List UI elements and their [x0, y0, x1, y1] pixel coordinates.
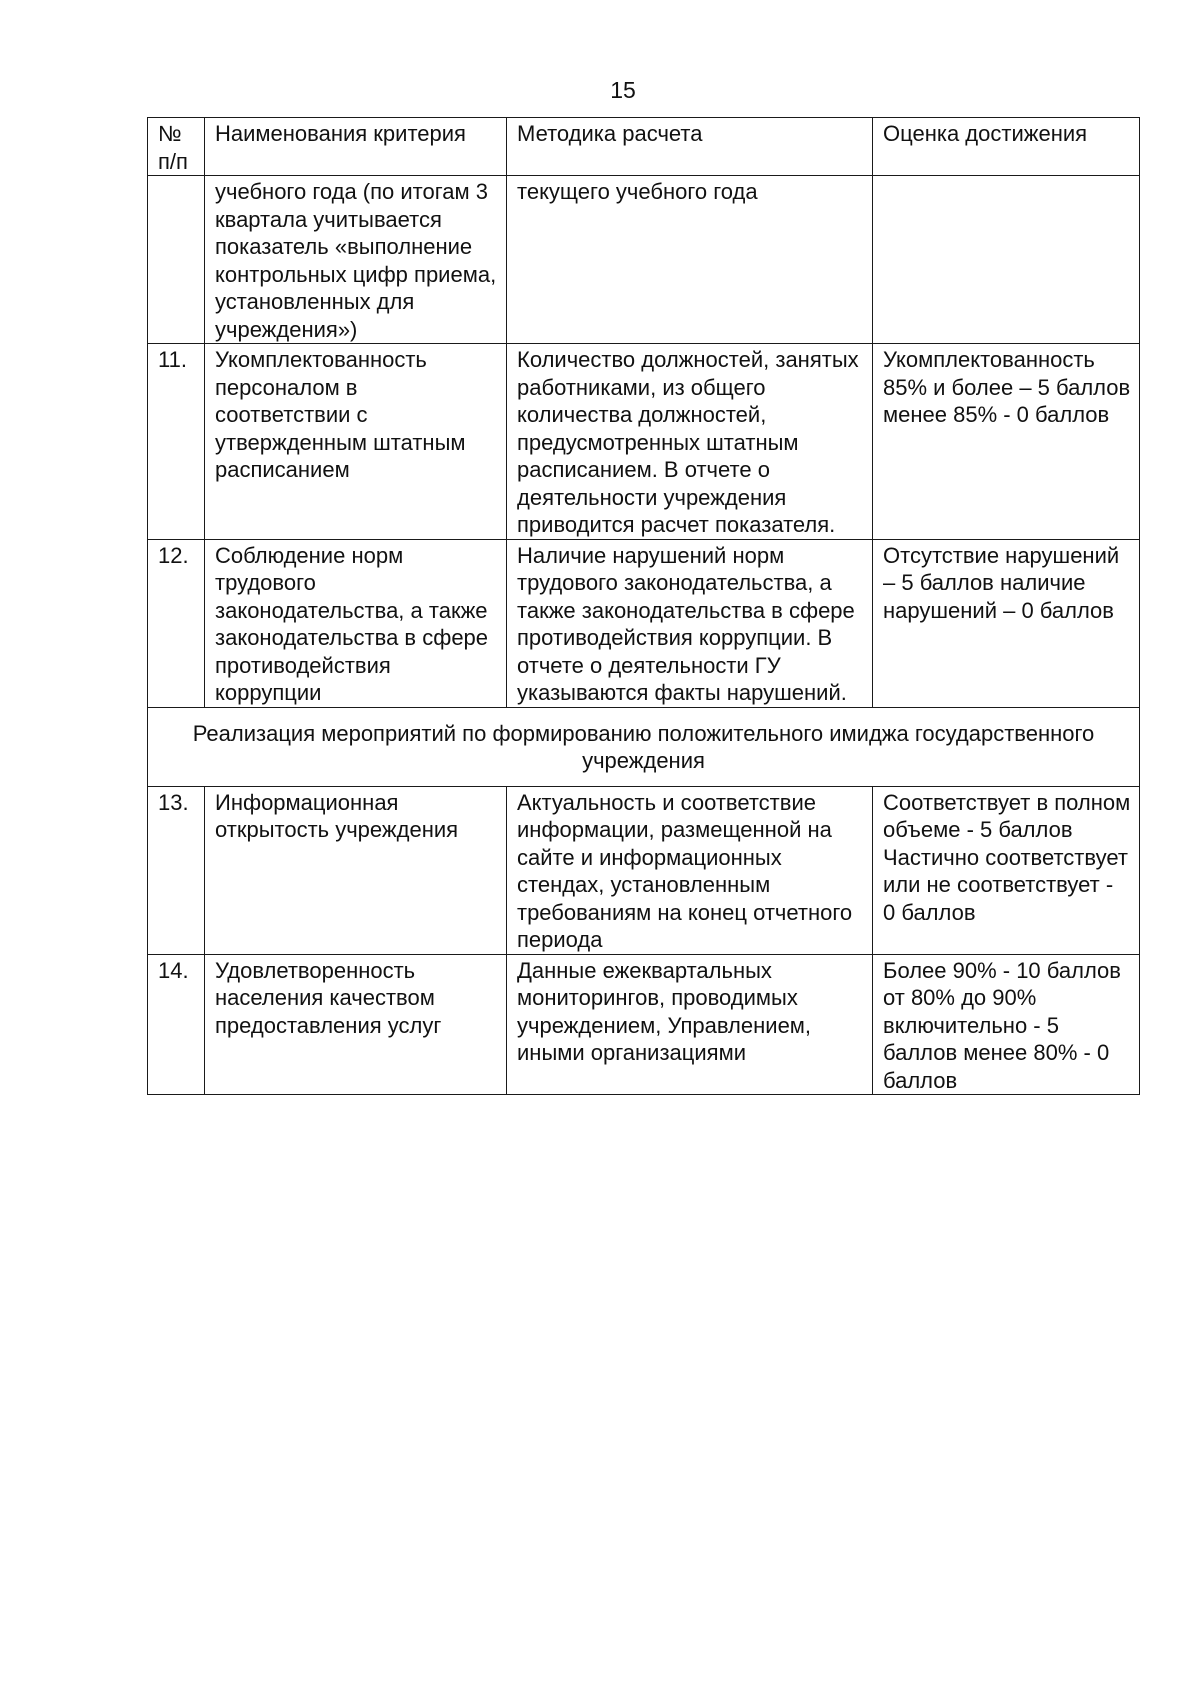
table-row: [148, 539, 1140, 707]
achievement-score: Более 90% - 10 баллов от 80% до 90% включительно - 5 баллов менее 80% - 0 баллов: [873, 954, 1140, 1095]
criterion-name: Соблюдение норм трудового законодательства, а также законодательства в сфере противодействия коррупции: [205, 539, 507, 707]
achievement-score: Отсутствие нарушений – 5 баллов наличие нарушений – 0 баллов: [873, 539, 1140, 707]
calculation-method: Количество должностей, занятых работниками, из общего количества должностей, предусмотренных штатным расписанием. В отчете о деятельности учреждения приводится расчет показателя.: [507, 344, 873, 540]
criterion-name: Удовлетворенность населения качеством предоставления услуг: [205, 954, 507, 1095]
page-number: 15: [610, 77, 636, 103]
criterion-name: Информационная открытость учреждения: [205, 786, 507, 954]
continuation-score: [873, 176, 1140, 344]
section-title: Реализация мероприятий по формированию положительного имиджа государственного учреждения: [148, 707, 1140, 786]
row-num: 11.: [148, 344, 205, 540]
criterion-name: Укомплектованность персоналом в соответствии с утвержденным штатным расписанием: [205, 344, 507, 540]
row-num: 12.: [148, 539, 205, 707]
table-row: [148, 954, 1140, 1095]
table-row: [148, 786, 1140, 954]
header-method: Методика расчета: [507, 118, 873, 176]
continuation-num: [148, 176, 205, 344]
continuation-name: учебного года (по итогам 3 квартала учитывается показатель «выполнение контрольных цифр приема, установленных для учреждения»): [205, 176, 507, 344]
header-name: Наименования критерия: [205, 118, 507, 176]
row-num: 13.: [148, 786, 205, 954]
continuation-method: текущего учебного года: [507, 176, 873, 344]
calculation-method: Наличие нарушений норм трудового законодательства, а также законодательства в сфере противодействия коррупции. В отчете о деятельности ГУ указываются факты нарушений.: [507, 539, 873, 707]
criteria-table: [147, 117, 1140, 1095]
header-num: № п/п: [148, 118, 205, 176]
calculation-method: Данные ежеквартальных мониторингов, проводимых учреждением, Управлением, иными организациями: [507, 954, 873, 1095]
achievement-score: Соответствует в полном объеме - 5 баллов Частично соответствует или не соответствует - 0 баллов: [873, 786, 1140, 954]
section-row: [148, 707, 1140, 786]
table-header-row: [148, 118, 1140, 176]
table-row: [148, 176, 1140, 344]
calculation-method: Актуальность и соответствие информации, размещенной на сайте и информационных стендах, установленным требованиям на конец отчетного периода: [507, 786, 873, 954]
table-row: [148, 344, 1140, 540]
header-score: Оценка достижения: [873, 118, 1140, 176]
row-num: 14.: [148, 954, 205, 1095]
achievement-score: Укомплектованность 85% и более – 5 баллов менее 85% - 0 баллов: [873, 344, 1140, 540]
